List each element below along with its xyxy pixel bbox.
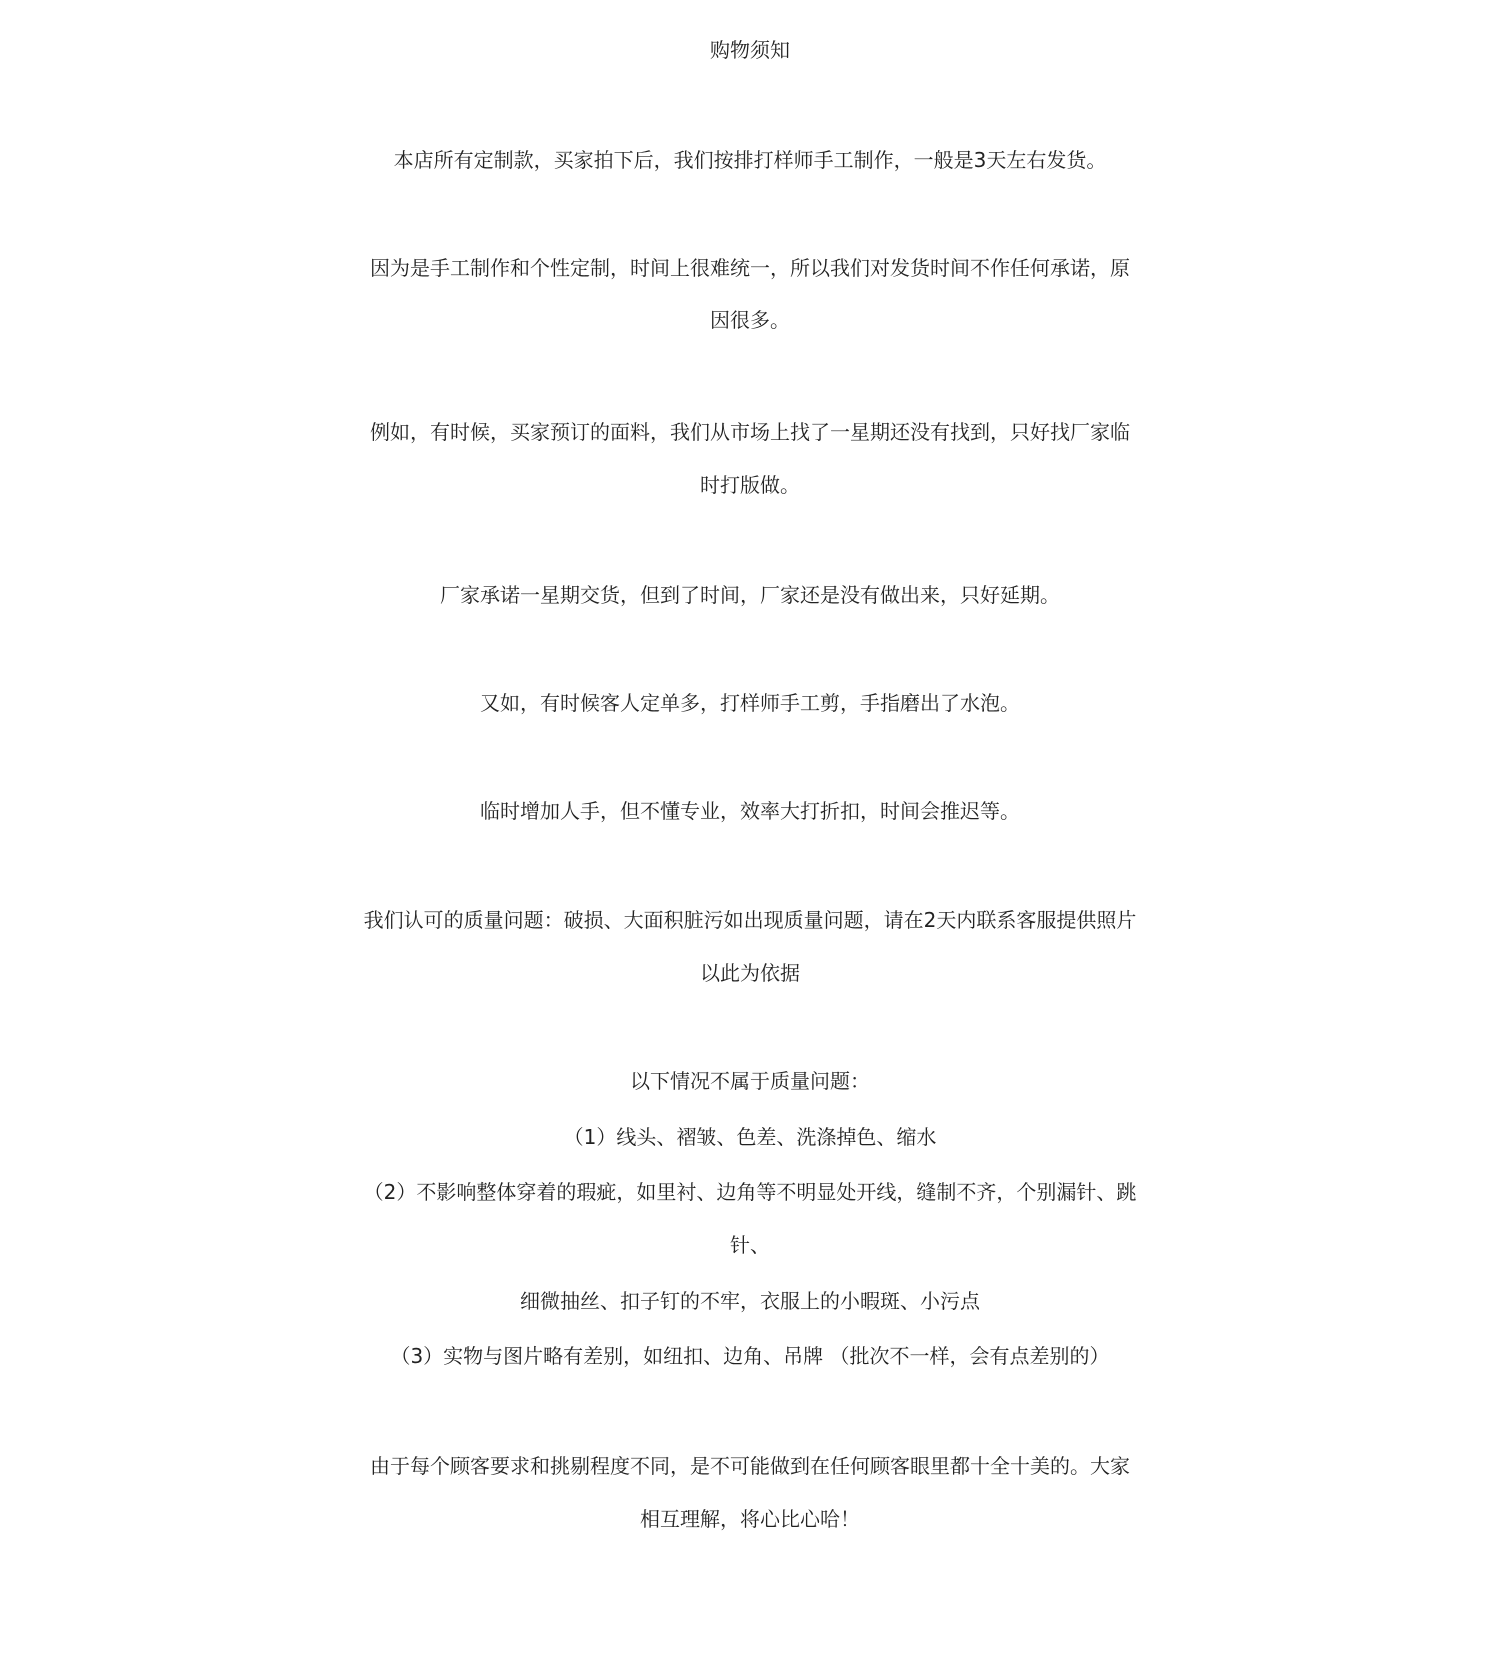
- paragraph-extra-staff: 临时增加人手，但不懂专业，效率大打折扣，时间会推迟等。: [480, 799, 1020, 823]
- paragraph-understanding-line-1: 由于每个顾客要求和挑剔程度不同，是不可能做到在任何顾客眼里都十全十美的。大家: [370, 1454, 1130, 1478]
- not-quality-issue-heading: 以下情况不属于质量问题：: [630, 1069, 870, 1093]
- page-title: 购物须知: [710, 38, 790, 62]
- paragraph-no-promise-line-1: 因为是手工制作和个性定制，时间上很难统一，所以我们对发货时间不作任何承诺，原: [370, 256, 1130, 280]
- paragraph-no-promise-line-2: 因很多。: [710, 308, 790, 332]
- paragraph-many-orders: 又如，有时候客人定单多，打样师手工剪，手指磨出了水泡。: [480, 691, 1020, 715]
- not-quality-issue-item-2-line-2: 针、: [730, 1233, 770, 1257]
- paragraph-example-fabric-line-2: 时打版做。: [700, 473, 800, 497]
- paragraph-factory-delay: 厂家承诺一星期交货，但到了时间，厂家还是没有做出来，只好延期。: [440, 583, 1060, 607]
- not-quality-issue-item-3: （3）实物与图片略有差别，如纽扣、边角、吊牌 （批次不一样，会有点差别的）: [390, 1344, 1110, 1368]
- paragraph-quality-issues-line-1: 我们认可的质量问题：破损、大面积脏污如出现质量问题，请在2天内联系客服提供照片: [363, 908, 1137, 932]
- not-quality-issue-item-2-line-1: （2）不影响整体穿着的瑕疵，如里衬、边角等不明显处开线，缝制不齐，个别漏针、跳: [363, 1180, 1137, 1204]
- paragraph-example-fabric-line-1: 例如，有时候，买家预订的面料，我们从市场上找了一星期还没有找到，只好找厂家临: [370, 420, 1130, 444]
- paragraph-quality-issues-line-2: 以此为依据: [700, 961, 800, 985]
- paragraph-understanding-line-2: 相互理解，将心比心哈！: [640, 1507, 860, 1531]
- paragraph-shipping-time: 本店所有定制款，买家拍下后，我们按排打样师手工制作，一般是3天左右发货。: [393, 148, 1107, 172]
- not-quality-issue-item-1: （1）线头、褶皱、色差、洗涤掉色、缩水: [563, 1125, 937, 1149]
- not-quality-issue-item-2-line-3: 细微抽丝、扣子钉的不牢，衣服上的小暇斑、小污点: [520, 1289, 980, 1313]
